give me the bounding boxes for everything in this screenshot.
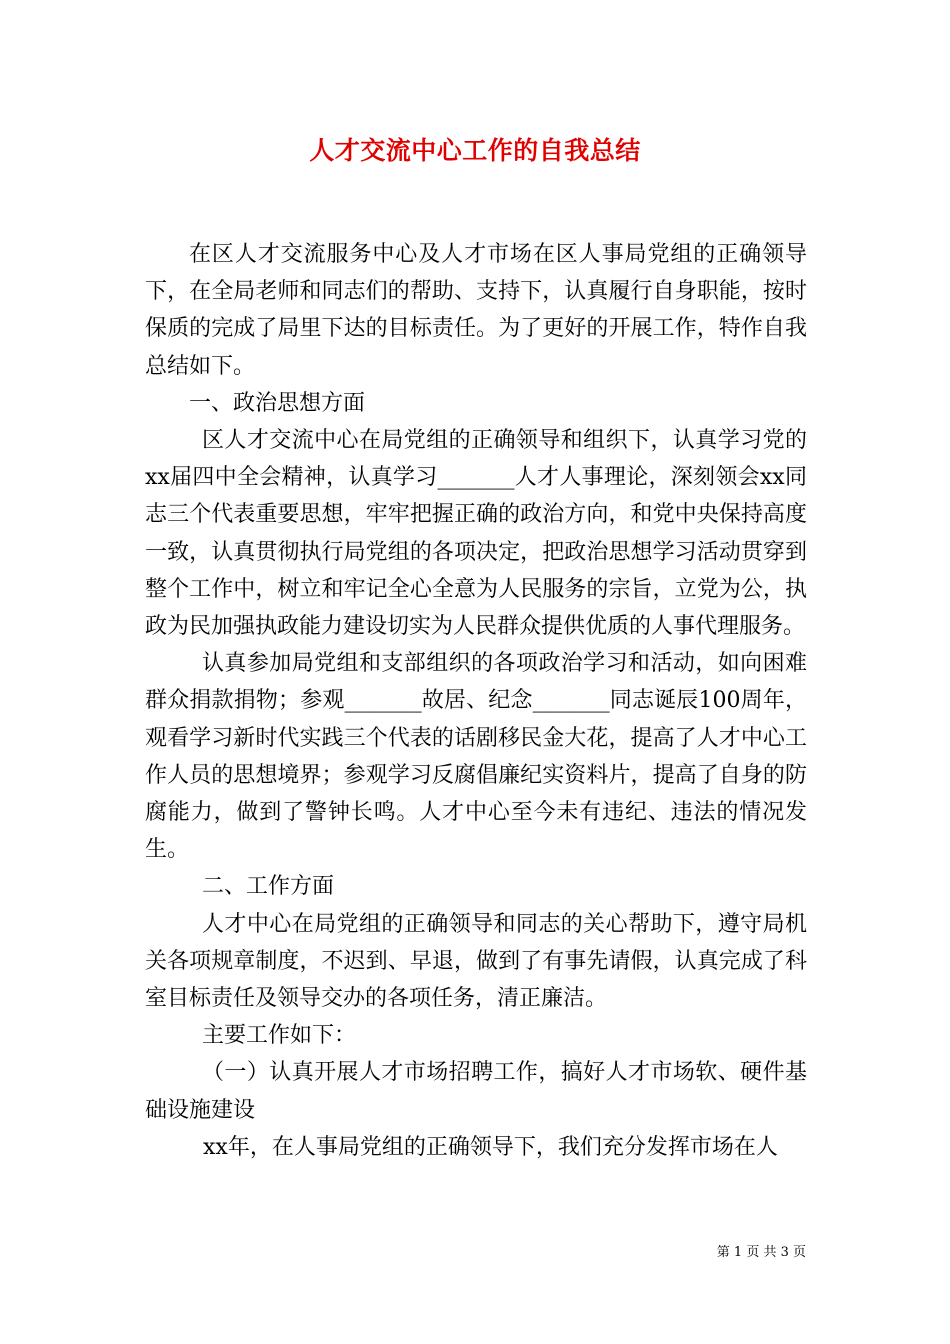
paragraph-intro: 在区人才交流服务中心及人才市场在区人事局党组的正确领导下，在全局老师和同志们的帮助、支持下，认真履行自身职能，按时保质的完成了局里下达的目标责任。为了更好的开展工作，特作自我总结如下。 xyxy=(145,242,807,379)
paragraph-recruitment-1: xx年，在人事局党组的正确领导下，我们充分发挥市场在人 xyxy=(203,1134,778,1160)
subsection-heading-recruitment: （一）认真开展人才市场招聘工作，搞好人才市场软、硬件基础设施建设 xyxy=(145,1060,807,1123)
paragraph-work-1: 人才中心在局党组的正确领导和同志的关心帮助下，遵守局机关各项规章制度，不迟到、早退，做到了有事先请假，认真完成了科室目标责任及领导交办的各项任务，清正廉洁。 xyxy=(145,911,807,1012)
paragraph-main-work-label: 主要工作如下： xyxy=(202,1023,357,1049)
paragraph-political-2: 认真参加局党组和支部组织的各项政治学习和活动，如向困难群众捐款捐物；参观_______故居、纪念_______同志诞辰100周年，观看学习新时代实践三个代表的话剧移民金大花，提高了人才中心工作人员的思想境界；参观学习反腐倡廉纪实资料片，提高了自身的防腐能力，做到了警钟长鸣。人才中心至今未有违纪、违法的情况发生。 xyxy=(145,651,807,863)
section-heading-political: 一、政治思想方面 xyxy=(189,390,366,416)
document-title: 人才交流中心工作的自我总结 xyxy=(309,136,641,165)
section-heading-work: 二、工作方面 xyxy=(202,874,335,900)
page-indicator: 第 1 页 共 3 页 xyxy=(716,1245,806,1260)
document-body xyxy=(145,236,807,1166)
paragraph-political-1: 区人才交流中心在局党组的正确领导和组织下，认真学习党的xx届四中全会精神，认真学习_______人才人事理论，深刻领会xx同志三个代表重要思想，牢牢把握正确的政治方向，和党中央保持高度一致，认真贯彻执行局党组的各项决定，把政治思想学习活动贯穿到整个工作中，树立和牢记全心全意为人民服务的宗旨，立党为公，执政为民加强执政能力建设切实为人民群众提供优质的人事代理服务。 xyxy=(145,428,807,640)
